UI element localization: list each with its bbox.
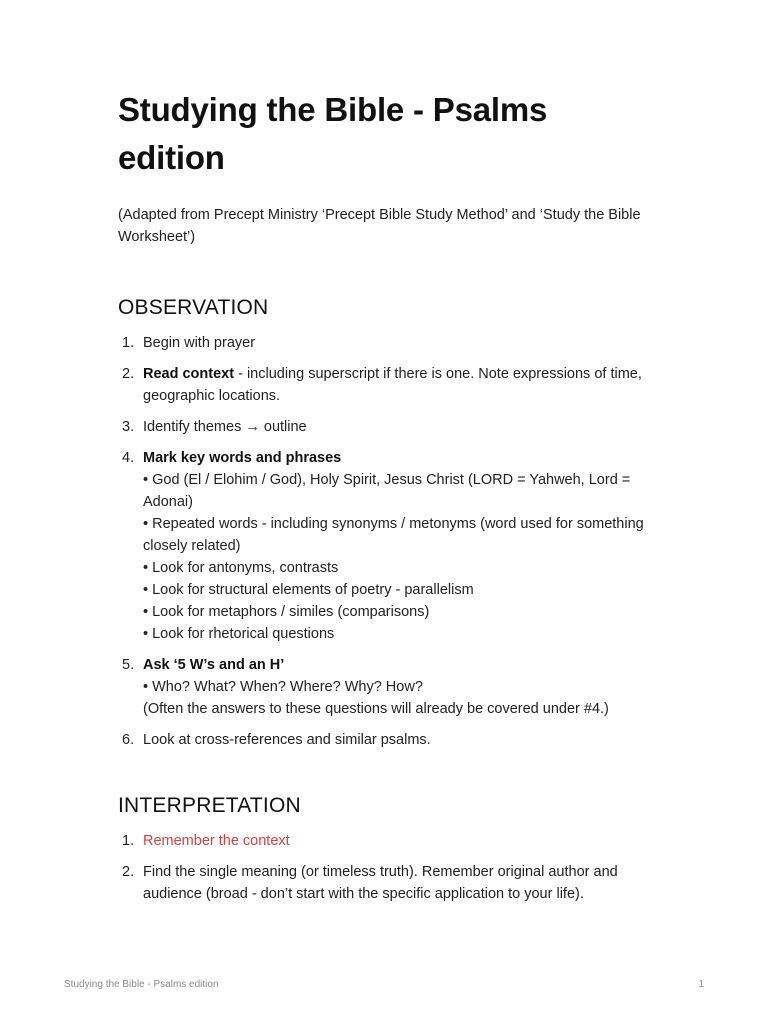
list-item: [118, 447, 658, 645]
item-text: Look at cross-references and similar psalms.: [143, 732, 431, 748]
list-item: [118, 830, 658, 852]
sub-bullet: • Look for rhetorical questions: [143, 626, 335, 642]
sub-bullet: • Look for metaphors / similes (comparisons): [143, 604, 430, 620]
list-item: [118, 729, 658, 751]
item-text: Identify themes → outline: [143, 419, 307, 435]
list-item: [118, 332, 658, 354]
page-title: Studying the Bible - Psalms edition: [118, 91, 548, 176]
item-text: - including superscript if there is one. Note expressions of time, geographic locations.: [143, 366, 642, 404]
highlighted-item-text: Remember the context: [143, 833, 290, 849]
footer-title: Studying the Bible - Psalms edition: [64, 979, 219, 990]
interpretation-heading: INTERPRETATION: [118, 794, 301, 817]
list-item: [118, 861, 658, 905]
item-bold-label: Mark key words and phrases: [143, 450, 342, 466]
item-number: 1.: [122, 335, 135, 351]
page-number: 1: [698, 979, 704, 990]
item-number: 2.: [122, 864, 135, 880]
subtitle-note: (Adapted from Precept Ministry ‘Precept Bible Study Method’ and ‘Study the Bible Worksheet’): [118, 207, 641, 245]
list-item: [118, 363, 658, 407]
observation-list: [118, 332, 658, 760]
sub-bullet: • God (El / Elohim / God), Holy Spirit, Jesus Christ (LORD = Yahweh, Lord = Adonai): [143, 472, 631, 510]
item-bold-label: Read context: [143, 366, 235, 382]
list-item: [118, 654, 658, 720]
sub-bullet: • Look for structural elements of poetry - parallelism: [143, 582, 474, 598]
sub-bullet: • Look for antonyms, contrasts: [143, 560, 339, 576]
sub-bullet: • Who? What? When? Where? Why? How?: [143, 679, 423, 695]
item-number: 6.: [122, 732, 135, 748]
item-number: 1.: [122, 833, 135, 849]
sub-note: (Often the answers to these questions will already be covered under #4.): [143, 701, 609, 717]
item-number: 5.: [122, 657, 135, 673]
list-item: [118, 416, 658, 438]
item-text: Find the single meaning (or timeless truth). Remember original author and audience (broad - don’t start with the specific application to your life).: [143, 864, 618, 902]
interpretation-list: [118, 830, 658, 914]
observation-heading: OBSERVATION: [118, 296, 269, 319]
item-text: Begin with prayer: [143, 335, 256, 351]
item-number: 3.: [122, 419, 135, 435]
page-footer: [64, 979, 704, 990]
item-number: 2.: [122, 366, 135, 382]
document-page: [118, 86, 658, 902]
sub-bullet: • Repeated words - including synonyms / metonyms (word used for something closely related): [143, 516, 644, 554]
item-bold-label: Ask ‘5 W’s and an H’: [143, 657, 285, 673]
item-number: 4.: [122, 450, 135, 466]
